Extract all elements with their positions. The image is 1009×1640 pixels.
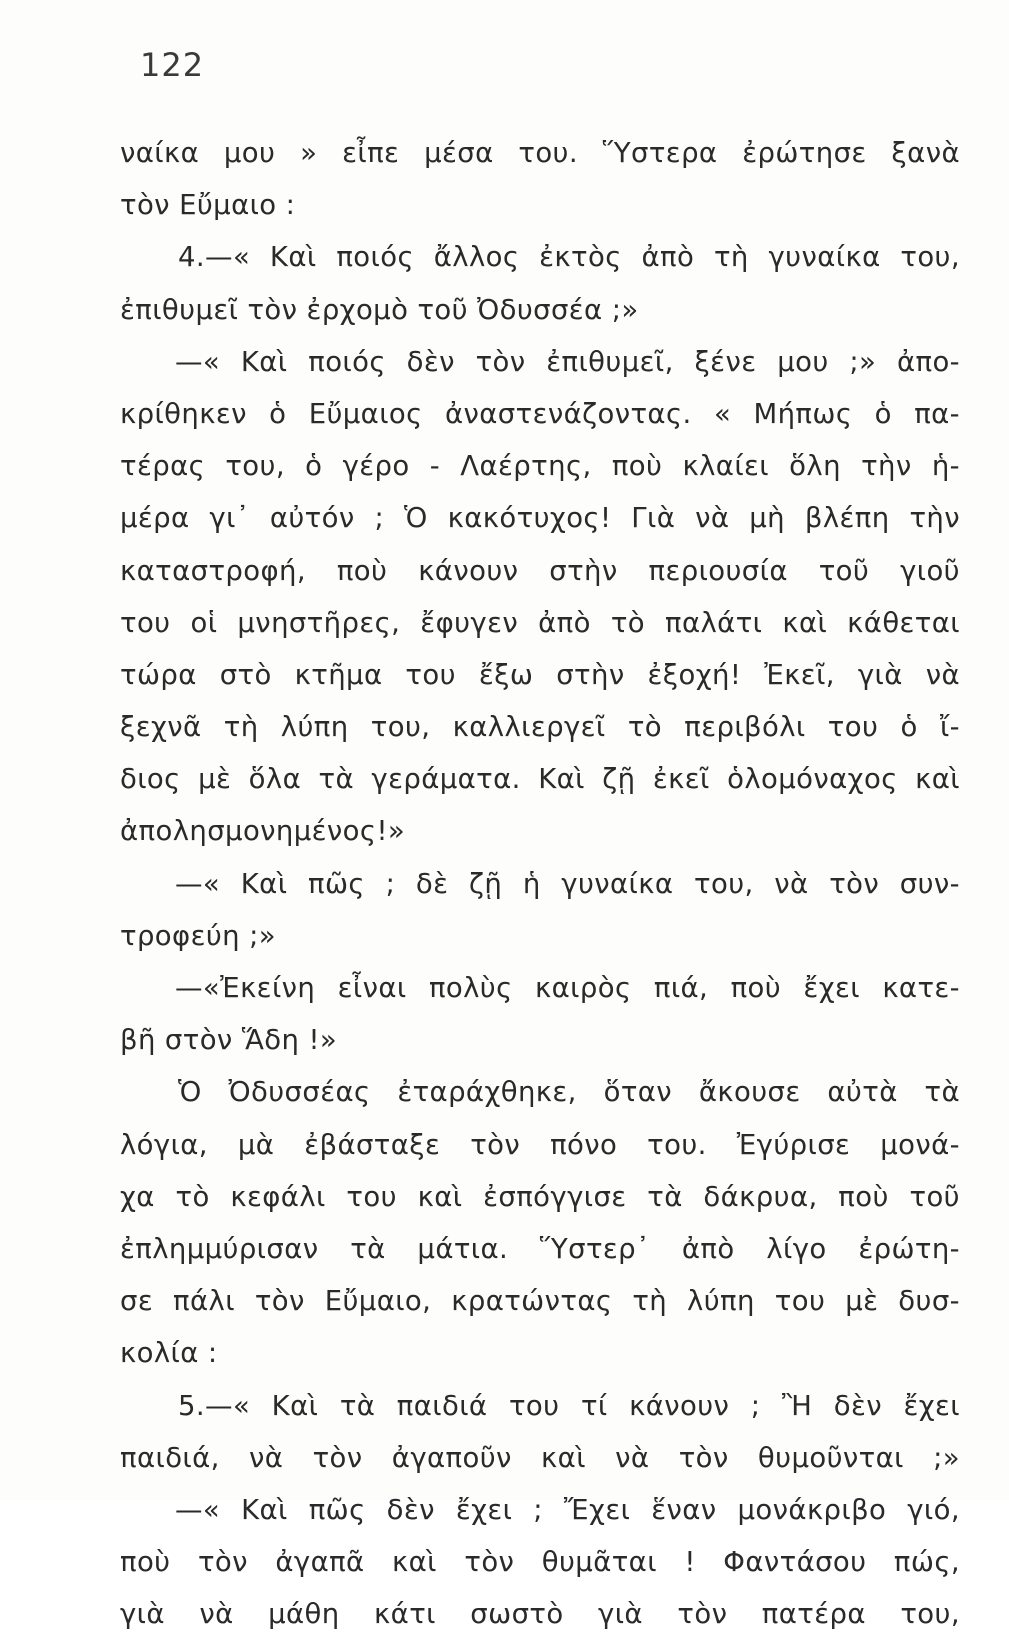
text-line: —« Καὶ πῶς ; δὲ ζῇ ἡ γυναίκα του, νὰ τὸν συν- <box>175 867 960 900</box>
text-line: —« Καὶ ποιός δὲν τὸν ἐπιθυμεῖ, ξένε μου ;» ἀπο- <box>175 345 960 378</box>
text-line: τέρας του, ὁ γέρο - Λαέρτης, ποὺ κλαίει ὅλη τὴν ἡ- <box>120 450 960 483</box>
text-line: Ὁ Ὀδυσσέας ἐταράχθηκε, ὅταν ἄκουσε αὐτὰ τὰ <box>178 1076 960 1109</box>
page-number: 122 <box>140 46 205 84</box>
text-line: σε πάλι τὸν Εὔμαιο, κρατώντας τὴ λύπη του μὲ δυσ- <box>120 1285 960 1318</box>
text-line: διος μὲ ὅλα τὰ γεράματα. Καὶ ζῇ ἐκεῖ ὁλομόναχος καὶ <box>120 763 960 796</box>
text-line: τροφεύη ;» <box>120 919 277 952</box>
text-line: ἀπολησμονημένος!» <box>120 815 406 848</box>
text-line: ναίκα μου » εἶπε μέσα του. Ὕστερα ἐρώτησε ξανὰ <box>120 137 960 169</box>
text-line: γιὰ νὰ μάθη κάτι σωστὸ γιὰ τὸν πατέρα του, <box>120 1598 960 1631</box>
text-line: —« Καὶ πῶς δὲν ἔχει ; Ἔχει ἕναν μονάκριβο γιό, <box>175 1493 960 1526</box>
text-line: τώρα στὸ κτῆμα του ἔξω στὴν ἐξοχή! Ἐκεῖ, γιὰ νὰ <box>120 658 960 691</box>
text-line: ἐπλημμύρισαν τὰ μάτια. Ὕστερ᾿ ἀπὸ λίγο ἐρώτη- <box>120 1232 960 1265</box>
text-line: του οἱ μνηστῆρες, ἔφυγεν ἀπὸ τὸ παλάτι καὶ κάθεται <box>120 606 960 639</box>
text-line: —«Ἐκείνη εἶναι πολὺς καιρὸς πιά, ποὺ ἔχει κατε- <box>175 972 960 1004</box>
text-line: καταστροφή, ποὺ κάνουν στὴν περιουσία τοῦ γιοῦ <box>120 554 960 587</box>
text-line: κρίθηκεν ὁ Εὔμαιος ἀναστενάζοντας. « Μήπως ὁ πα- <box>120 397 960 430</box>
text-line: τὸν Εὔμαιο : <box>120 189 296 222</box>
text-line: 5.—« Καὶ τὰ παιδιά του τί κάνουν ; Ἢ δὲν ἔχει <box>178 1389 960 1422</box>
text-line: ποὺ τὸν ἀγαπᾶ καὶ τὸν θυμᾶται ! Φαντάσου πώς, <box>120 1546 960 1579</box>
text-line: ξεχνᾶ τὴ λύπη του, καλλιεργεῖ τὸ περιβόλι του ὁ ἴ- <box>120 711 960 744</box>
text-line: ἐπιθυμεῖ τὸν ἐρχομὸ τοῦ Ὀδυσσέα ;» <box>120 293 639 326</box>
text-line: λόγια, μὰ ἐβάσταξε τὸν πόνο του. Ἐγύρισε μονά- <box>120 1128 960 1161</box>
text-line: 4.—« Καὶ ποιός ἄλλος ἐκτὸς ἀπὸ τὴ γυναίκα του, <box>178 241 960 274</box>
text-line: μέρα γι᾿ αὐτόν ; Ὁ κακότυχος! Γιὰ νὰ μὴ βλέπη τὴν <box>120 502 960 535</box>
text-line: κολία : <box>120 1337 218 1370</box>
text-line: βῆ στὸν Ἅδη !» <box>120 1024 338 1057</box>
body-text <box>120 127 960 1640</box>
text-line: χα τὸ κεφάλι του καὶ ἐσπόγγισε τὰ δάκρυα, ποὺ τοῦ <box>120 1180 960 1213</box>
text-line: παιδιά, νὰ τὸν ἀγαποῦν καὶ νὰ τὸν θυμοῦνται ;» <box>120 1441 960 1474</box>
